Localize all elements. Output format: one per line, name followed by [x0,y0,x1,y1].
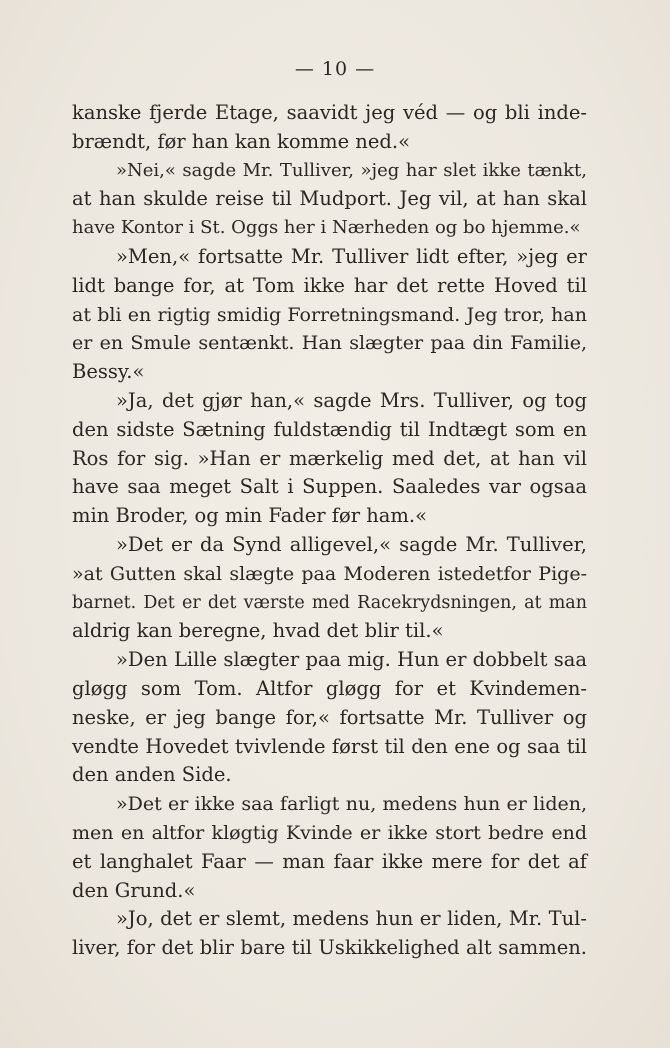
text-line: have saa meget Salt i Suppen. Saaledes var ogsaa [72,475,587,499]
text-line: er en Smule sentænkt. Han slægter paa din Familie, [72,332,587,355]
text-line: brændt, før han kan komme ned.« [72,129,411,153]
text-line: neske, er jeg bange for,« fortsatte Mr. Tulliver og [72,705,587,729]
text-line: »Det er da Synd alligevel,« sagde Mr. Tulliver, [116,532,587,556]
text-line: »at Gutten skal slægte paa Moderen istedetfor Pige- [72,562,587,585]
text-line: »Den Lille slægter paa mig. Hun er dobbelt saa [116,648,587,672]
text-line: den Grund.« [72,878,196,902]
body-text [72,99,587,963]
text-line: kanske fjerde Etage, saavidt jeg véd — og bli inde- [72,101,587,124]
text-line: »Nei,« sagde Mr. Tulliver, »jeg har slet ikke tænkt, [116,159,587,181]
text-line: »Det er ikke saa farligt nu, medens hun er liden, [116,793,587,816]
text-line: men en altfor kløgtig Kvinde er ikke stort bedre end [72,821,587,844]
text-line: liver, for det blir bare til Uskikkelighed alt sammen. [72,936,587,960]
text-line: »Jo, det er slemt, medens hun er liden, Mr. Tul- [116,907,587,931]
text-line: et langhalet Faar — man faar ikke mere for det af [72,849,587,873]
text-line: at han skulde reise til Mudport. Jeg vil, at han skal [72,187,587,211]
text-line: have Kontor i St. Oggs her i Nærheden og bo hjemme.« [72,217,581,239]
text-line: den anden Side. [72,763,232,787]
text-line: barnet. Det er det værste med Racekrydsningen, at man [72,592,587,613]
page-number: — 10 — [294,58,376,80]
text-line: at bli en rigtig smidig Forretningsmand. Jeg tror, han [72,303,587,326]
text-line: min Broder, og min Fader før ham.« [72,504,428,528]
text-line: »Men,« fortsatte Mr. Tulliver lidt efter, »jeg er [116,244,587,268]
text-line: gløgg som Tom. Altfor gløgg for et Kvindemen- [72,676,587,700]
text-line: Ros for sig. »Han er mærkelig med det, at han vil [72,446,587,470]
text-line: lidt bange for, at Tom ikke har det rette Hoved til [72,273,587,297]
text-line: aldrig kan beregne, hvad det blir til.« [72,619,444,643]
text-line: den sidste Sætning fuldstændig til Indtægt som en [72,417,587,441]
text-line: Bessy.« [72,360,145,384]
text-line: vendte Hovedet tvivlende først til den ene og saa til [72,734,587,758]
text-line: »Ja, det gjør han,« sagde Mrs. Tulliver, og tog [116,388,587,412]
